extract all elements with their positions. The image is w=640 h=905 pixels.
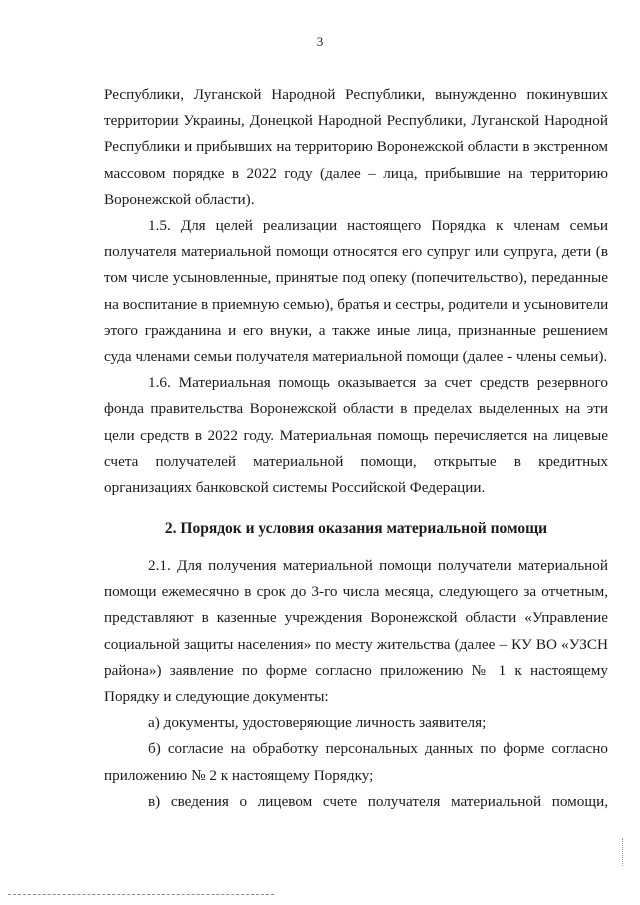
- clause-2-1-line: социальной защиты населения» по месту жительства (далее – КУ ВО «УЗСН: [104, 635, 608, 653]
- clause-1-5-line: на воспитание в приемную семью), братья и сестры, родители и усыновители: [104, 295, 609, 313]
- footer-rule: [8, 894, 274, 895]
- clause-1-6-line: цели средств в 2022 году. Материальная помощь перечисляется на лицевые: [104, 426, 608, 444]
- clause-2-1-line: 2.1. Для получения материальной помощи получатели материальной: [148, 557, 608, 574]
- paragraph-2-1: [104, 553, 608, 815]
- text-line: территории Украины, Донецкой Народной Республики, Луганской Народной: [104, 112, 608, 130]
- clause-2-1-line: помощи ежемесячно в срок до 3-го числа месяца, следующего за отчетным,: [104, 583, 608, 601]
- text-line: Республики и прибывших на территорию Воронежской области в экстренном: [104, 138, 608, 156]
- clause-1-5-line: 1.5. Для целей реализации настоящего Порядка к членам семьи: [148, 217, 608, 234]
- clause-2-1-line: Порядку и следующие документы:: [104, 687, 329, 705]
- list-item-a: а) документы, удостоверяющие личность заявителя;: [148, 714, 487, 732]
- clause-1-5-line: этого гражданина и его внуки, а также иные лица, признанные решением: [104, 321, 608, 339]
- list-item-b: б) согласие на обработку персональных данных по форме согласно: [148, 740, 608, 758]
- text-line: Республики, Луганской Народной Республики, вынужденно покинувших: [104, 86, 608, 103]
- clause-2-1-line: представляют в казенные учреждения Воронежской области «Управление: [104, 609, 608, 627]
- list-item-c: в) сведения о лицевом счете получателя материальной помощи,: [148, 792, 608, 810]
- text-line: Воронежской области).: [104, 190, 255, 208]
- clause-1-6-line: счета получателей материальной помощи, открытые в кредитных: [104, 452, 608, 470]
- clause-1-5-line: суда членами семьи получателя материальной помощи (далее - члены семьи).: [104, 347, 608, 365]
- list-item-b-continuation: приложению № 2 к настоящему Порядку;: [104, 766, 374, 784]
- clause-1-6-line: фонда правительства Воронежской области в пределах выделенных на эти: [104, 400, 608, 418]
- paragraphs-1-5-and-1-6: [104, 213, 608, 501]
- clause-1-5-line: том числе усыновленные, принятые под опеку (попечительство), переданные: [104, 269, 608, 287]
- section-heading: 2. Порядок и условия оказания материальной помощи: [164, 520, 548, 537]
- clause-1-6-line: 1.6. Материальная помощь оказывается за счет средств резервного: [148, 374, 608, 392]
- paragraph-continuation: [104, 82, 608, 213]
- clause-1-5-line: получателя материальной помощи относятся его супруг или супруга, дети (в: [104, 243, 608, 261]
- text-line: массовом порядке в 2022 году (далее – лица, прибывшие на территорию: [104, 164, 608, 182]
- scan-edge-mark: [622, 838, 625, 866]
- clause-2-1-line: района») заявление по форме согласно приложению № 1 к настоящему: [104, 661, 608, 679]
- page-number: 3: [316, 34, 324, 49]
- clause-1-6-line: организациях банковской системы Российской Федерации.: [104, 478, 486, 496]
